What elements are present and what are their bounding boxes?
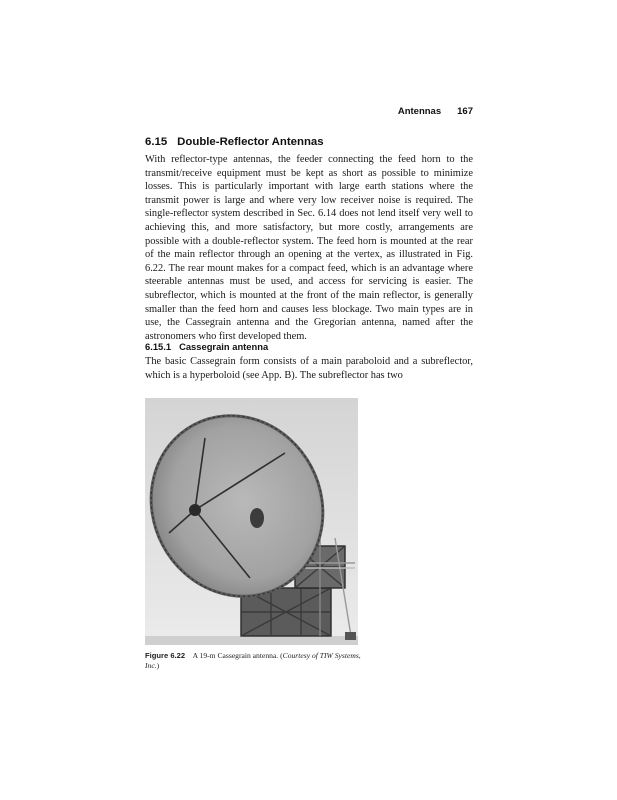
figure-label: Figure 6.22 <box>145 651 186 660</box>
subsection-heading <box>145 341 268 352</box>
caption-credit: Courtesy of TIW Systems, Inc. <box>145 651 361 671</box>
subsection-title: Cassegrain antenna <box>179 341 269 352</box>
caption-text: A 19-m Cassegrain antenna. <box>192 651 279 660</box>
paragraph-cassegrain: The basic Cassegrain form consists of a main paraboloid and a subreflector, which is a hyperboloid (see App. B). The subreflector has two <box>145 356 473 381</box>
feed-horn-opening <box>250 508 264 528</box>
section-title: Double-Reflector Antennas <box>177 136 324 148</box>
paragraph-double-reflector: With reflector-type antennas, the feeder connecting the feed horn to the transmit/receive equipment must be kept as short as possible to minimize losses. This is particularly important with large earth stations where the transmit power is large and where very low receiver noise is required. The single-reflector system described in Sec. 6.14 does not lend itself very well to achieving this, and more satisfactory, but more costly, arrangements are possible with a double-reflector system. The feed horn is mounted at the rear of the main reflector through an opening at the vertex, as illustrated in Fig. 6.22. The rear mount makes for a compact feed, which is an advantage where steerable antennas must be used, and access for servicing is easier. The subreflector, which is mounted at the front of the main reflector, is generally smaller than the feed horn and causes less blockage. Two main types are in use, the Cassegrain antenna and the Gregorian antenna, named after the astronomers who first developed them. <box>145 154 473 342</box>
running-head-title: Antennas <box>397 106 442 117</box>
ground <box>145 636 358 645</box>
caption-credit-open: ( <box>280 651 283 660</box>
antenna-photo <box>145 398 358 645</box>
photo-mark <box>345 632 356 640</box>
caption-credit-close: ) <box>156 661 160 671</box>
figure-caption <box>145 651 373 671</box>
subsection-number: 6.15.1 <box>145 341 172 352</box>
subreflector <box>189 504 201 516</box>
section-heading <box>145 136 324 148</box>
running-head <box>145 106 473 117</box>
page-number: 167 <box>457 106 473 117</box>
cassegrain-antenna-illustration <box>145 398 358 645</box>
section-number: 6.15 <box>145 136 168 148</box>
